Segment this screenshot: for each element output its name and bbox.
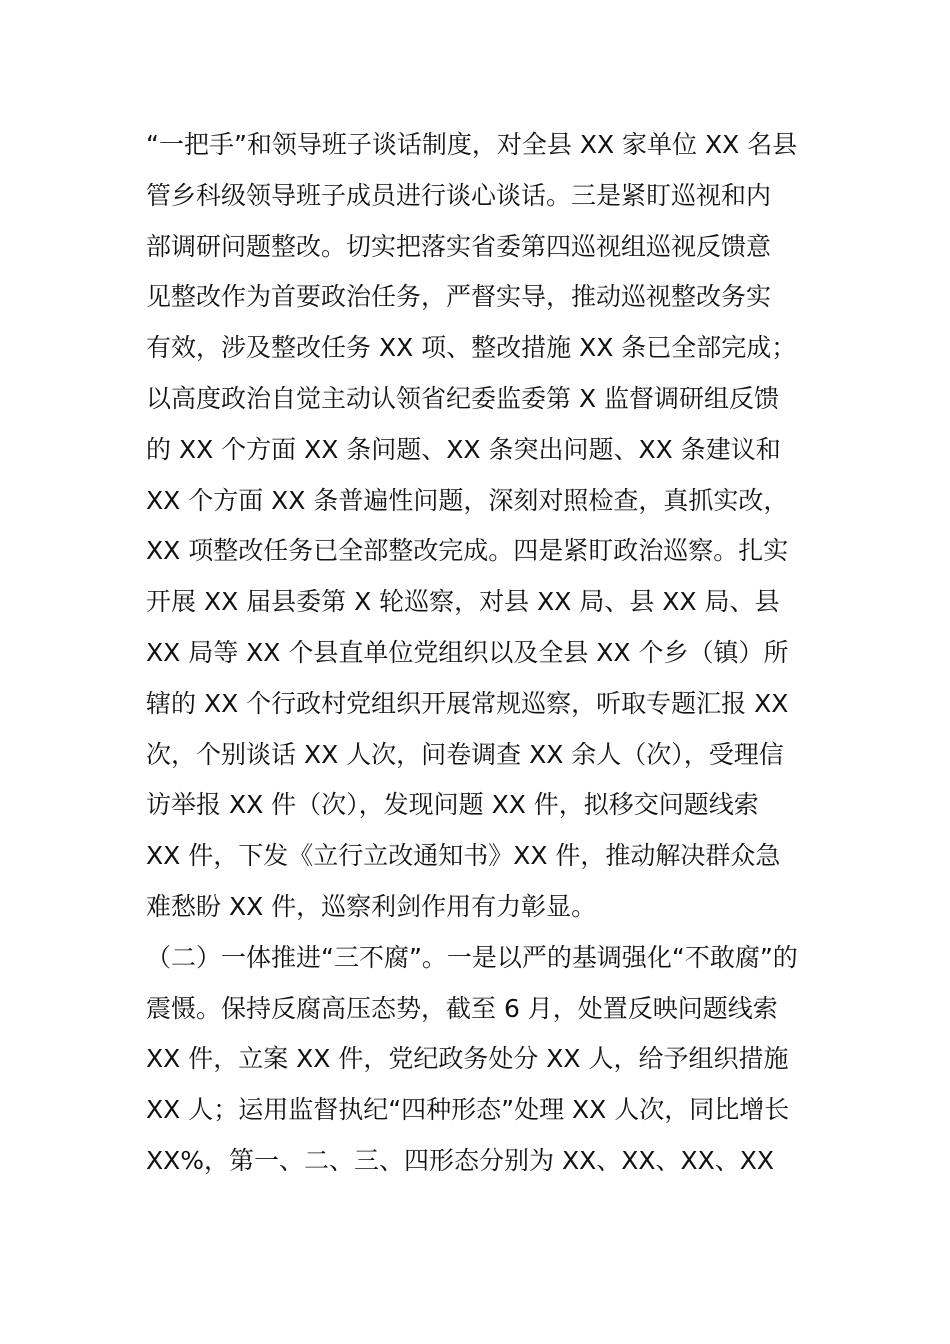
text-line: 访举报 XX 件（次），发现问题 XX 件，拟移交问题线索 <box>146 790 759 820</box>
text-line: 见整改作为首要政治任务，严督实导，推动巡视整改务实 <box>146 282 772 312</box>
text-line: XX 项整改任务已全部整改完成。四是紧盯政治巡察。扎实 <box>146 536 789 566</box>
text-line: 管乡科级领导班子成员进行谈心谈话。三是紧盯巡视和内 <box>146 180 772 210</box>
text-line: 开展 XX 届县委第 X 轮巡察，对县 XX 局、县 XX 局、县 <box>146 587 780 617</box>
text-line: 难愁盼 XX 件，巡察利剑作用有力彰显。 <box>146 891 597 921</box>
text-line: （二）一体推进“三不腐”。一是以严的基调强化“不敢腐”的 <box>146 942 798 972</box>
body-text <box>146 120 816 1187</box>
text-line: XX 人；运用监督执纪“四种形态”处理 XX 人次，同比增长 <box>146 1095 790 1125</box>
text-line: 以高度政治自觉主动认领省纪委监委第 X 监督调研组反馈 <box>146 383 780 413</box>
text-line: 的 XX 个方面 XX 条问题、XX 条突出问题、XX 条建议和 <box>146 434 781 464</box>
text-line: 辖的 XX 个行政村党组织开展常规巡察，听取专题汇报 XX <box>146 688 789 718</box>
text-line: XX 件，下发《立行立改通知书》XX 件，推动解决群众急 <box>146 841 781 871</box>
text-line: 有效，涉及整改任务 XX 项、整改措施 XX 条已全部完成； <box>146 333 797 363</box>
text-line: XX 个方面 XX 条普遍性问题，深刻对照检查，真抓实改， <box>146 485 789 515</box>
text-line: 部调研问题整改。切实把落实省委第四巡视组巡视反馈意 <box>146 231 772 261</box>
text-line: XX 局等 XX 个县直单位党组织以及全县 XX 个乡（镇）所 <box>146 637 789 667</box>
text-line: 震慑。保持反腐高压态势，截至 6 月，处置反映问题线索 <box>146 993 778 1023</box>
text-line: XX 件，立案 XX 件，党纪政务处分 XX 人，给予组织措施 <box>146 1044 789 1074</box>
text-line: 次，个别谈话 XX 人次，问卷调查 XX 余人（次），受理信 <box>146 739 784 769</box>
text-line: XX%，第一、二、三、四形态分别为 XX、XX、XX、XX <box>146 1145 774 1175</box>
text-line: “一把手”和领导班子谈话制度，对全县 XX 家单位 XX 名县 <box>146 130 798 159</box>
